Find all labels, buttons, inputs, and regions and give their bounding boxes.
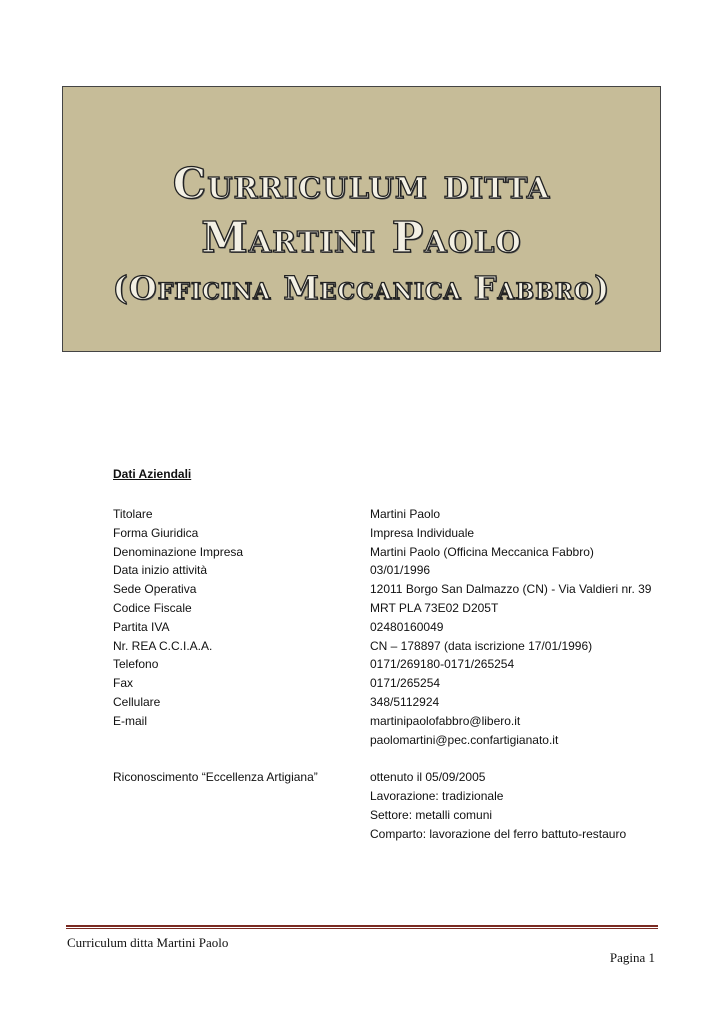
recognition-value: Comparto: lavorazione del ferro battuto-restauro [370,826,627,841]
info-label: Sede Operativa [113,582,197,597]
recognition-row [113,768,673,787]
info-row [113,674,673,693]
info-value: Martini Paolo (Officina Meccanica Fabbro) [370,544,594,559]
info-label: Data inizio attività [113,563,208,578]
info-row [113,543,673,562]
info-row [113,693,673,712]
info-label: E-mail [113,713,148,728]
info-label: Titolare [113,507,153,521]
empty-label [113,825,370,844]
footer-divider [66,925,658,929]
recognition-value: Settore: metalli comuni [370,807,493,822]
info-value: 12011 Borgo San Dalmazzo (CN) - Via Valdieri nr. 39 [370,582,652,597]
info-label: Codice Fiscale [113,600,192,615]
footer-page-number: Pagina 1 [609,950,655,965]
info-row [113,524,673,543]
info-label: Telefono [113,657,159,672]
info-label: Fax [113,676,134,691]
info-value: 02480160049 [370,619,444,634]
info-label [113,731,370,750]
info-row [113,618,673,637]
recognition-label: Riconoscimento “Eccellenza Artigiana” [113,770,318,785]
spacer [113,749,673,768]
info-value: 348/5112924 [370,694,440,709]
info-label: Partita IVA [113,619,170,634]
info-value: CN – 178897 (data iscrizione 17/01/1996) [370,638,593,653]
info-label: Denominazione Impresa [113,544,244,559]
info-label: Forma Giuridica [113,525,199,540]
title-line-3: (Officina Meccanica Fabbro) [112,269,611,307]
info-label: Cellulare [113,694,161,709]
info-row [113,580,673,599]
title-box [62,86,661,352]
info-value: MRT PLA 73E02 D205T [370,600,499,615]
info-row [113,505,673,524]
empty-label [113,806,370,825]
title-line-2: Martini Paolo [201,213,522,262]
footer-document-title: Curriculum ditta Martini Paolo [67,935,229,950]
recognition-row [113,825,673,844]
email-primary: martinipaolofabbro@libero.it [370,713,521,728]
section-title: Dati Aziendali [113,467,192,481]
info-row [113,712,673,731]
info-row [113,731,673,750]
info-row [113,599,673,618]
info-row [113,561,673,580]
info-value: 0171/265254 [370,676,441,691]
recognition-value: Lavorazione: tradizionale [370,788,504,803]
info-row [113,637,673,656]
info-value: 03/01/1996 [370,563,431,578]
email-pec: paolomartini@pec.confartigianato.it [370,732,559,747]
title-line-1: Curriculum ditta [172,159,551,208]
company-info [113,505,673,843]
info-value: 0171/269180-0171/265254 [370,657,515,672]
info-row [113,655,673,674]
recognition-row [113,787,673,806]
recognition-row [113,806,673,825]
info-label: Nr. REA C.C.I.A.A. [113,638,213,653]
info-value: Impresa Individuale [370,525,475,540]
recognition-value: ottenuto il 05/09/2005 [370,770,486,785]
empty-label [113,787,370,806]
info-value: Martini Paolo [370,507,441,521]
